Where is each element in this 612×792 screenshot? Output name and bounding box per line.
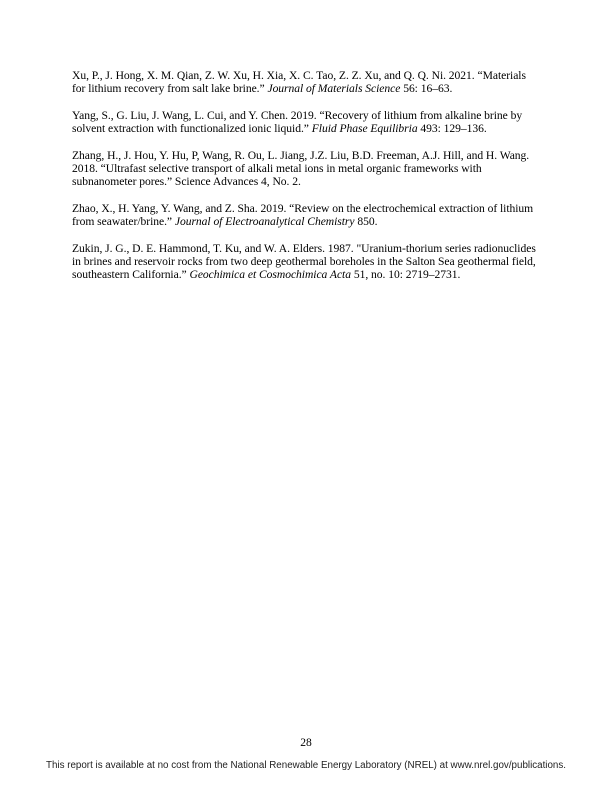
reference-entry	[72, 242, 542, 282]
journal-title: Journal of Electroanalytical Chemistry	[174, 215, 355, 229]
reference-text: Zhao, X., H. Yang, Y. Wang, and Z. Sha. 2019. “Review on the electrochemical extraction of lithium from seawater/brine.”	[72, 201, 534, 229]
reference-citation: 493: 129–136.	[417, 122, 487, 136]
reference-citation: 56: 16–63.	[400, 82, 453, 96]
journal-title: Fluid Phase Equilibria	[311, 122, 418, 136]
reference-text: Yang, S., G. Liu, J. Wang, L. Cui, and Y. Chen. 2019. “Recovery of lithium from alkaline brine by solvent extraction with functionalized ionic liquid.”	[72, 108, 523, 136]
reference-citation: 850.	[354, 215, 378, 229]
reference-text: Xu, P., J. Hong, X. M. Qian, Z. W. Xu, H. Xia, X. C. Tao, Z. Z. Xu, and Q. Q. Ni. 2021. “Materials for lithium recovery from salt lake brine.”	[72, 69, 526, 96]
reference-entry	[72, 69, 542, 95]
reference-list	[72, 69, 542, 295]
journal-title: Geochimica et Cosmochimica Acta	[189, 268, 351, 282]
reference-entry	[72, 109, 542, 135]
reference-citation: 51, no. 10: 2719–2731.	[350, 268, 461, 282]
page-number: 28	[300, 736, 312, 749]
reference-text: Zukin, J. G., D. E. Hammond, T. Ku, and W. A. Elders. 1987. "Uranium-thorium series radionuclides in brines and reservoir rocks from two deep geothermal boreholes in the Salton Sea geothermal field, southeastern California.”	[72, 241, 536, 282]
journal-title: Journal of Materials Science	[267, 82, 401, 96]
reference-text: Zhang, H., J. Hou, Y. Hu, P, Wang, R. Ou, L. Jiang, J.Z. Liu, B.D. Freeman, A.J. Hill, and H. Wang. 2018. “Ultrafast selective transport of alkali metal ions in metal organic frameworks with subnanometer pores.” Science Advances 4, No. 2.	[72, 148, 530, 189]
reference-entry	[72, 149, 542, 189]
reference-entry	[72, 202, 542, 228]
page-footer: This report is available at no cost from the National Renewable Energy Laboratory (NREL) at www.nrel.gov/publications.	[45, 760, 567, 771]
